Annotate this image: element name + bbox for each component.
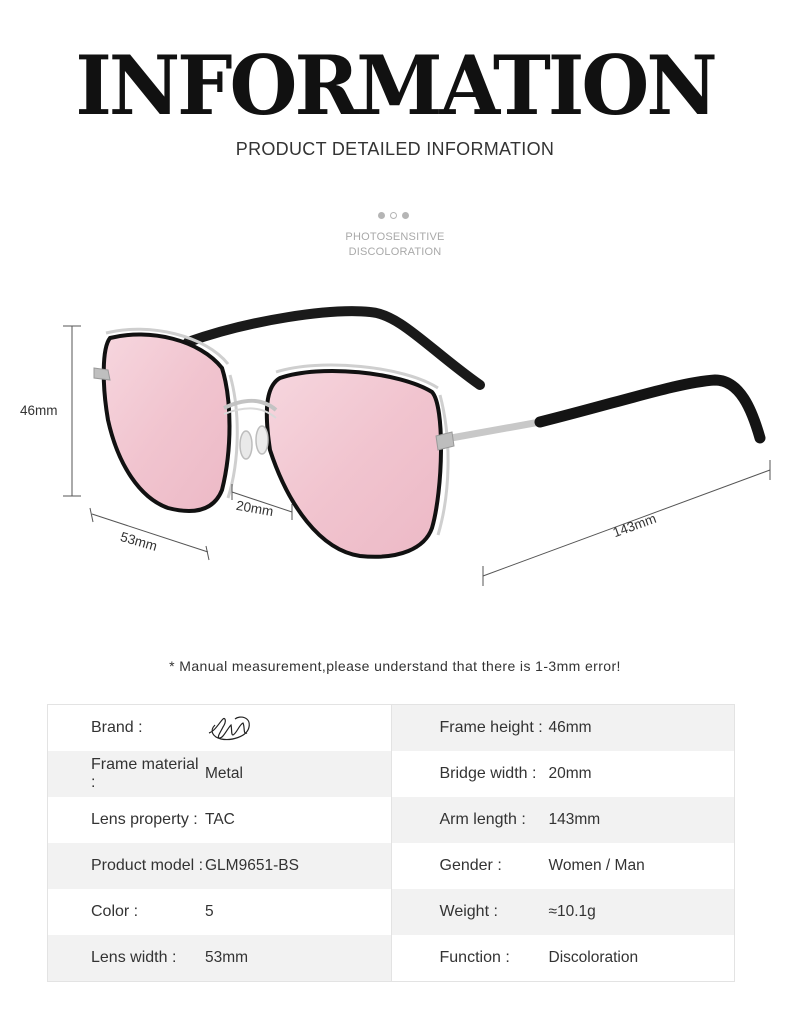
spec-label: Color : xyxy=(91,903,139,920)
spec-cell xyxy=(48,843,391,889)
spec-label: Weight : xyxy=(439,903,498,920)
hinge xyxy=(94,368,110,380)
brand-signature-icon xyxy=(205,713,255,743)
height-label: 46mm xyxy=(20,403,58,418)
feature-badge xyxy=(0,230,790,260)
spec-label: Product model : xyxy=(91,857,204,874)
spec-value: 5 xyxy=(205,903,214,920)
spec-value: 20mm xyxy=(548,765,592,782)
badge-line: DISCOLORATION xyxy=(348,246,442,258)
spec-cell xyxy=(391,705,735,751)
spec-cell xyxy=(48,797,391,843)
spec-value: Discoloration xyxy=(548,949,639,966)
page-title: INFORMATION xyxy=(75,39,715,134)
bridge-label: 20mm xyxy=(234,497,275,520)
table-row xyxy=(48,889,734,935)
badge-line: PHOTOSENSITIVE xyxy=(345,231,445,243)
brand-logo xyxy=(205,705,255,751)
spec-cell xyxy=(48,751,391,797)
spec-cell xyxy=(48,889,391,935)
arm-length-label: 143mm xyxy=(610,510,659,541)
spec-value: GLM9651-BS xyxy=(205,857,299,874)
spec-cell xyxy=(391,751,735,797)
dot-indicator xyxy=(378,212,385,219)
spec-cell xyxy=(391,797,735,843)
spec-table xyxy=(47,704,735,982)
glasses-illustration xyxy=(0,290,790,610)
spec-cell xyxy=(48,935,391,981)
lens-width-label: 53mm xyxy=(118,529,159,554)
spec-value: ≈10.1g xyxy=(548,903,596,920)
spec-cell xyxy=(391,935,735,981)
table-row xyxy=(48,705,734,751)
table-row xyxy=(48,843,734,889)
spec-cell xyxy=(48,705,391,751)
spec-label: Brand : xyxy=(91,719,143,736)
spec-value: 46mm xyxy=(548,719,592,736)
spec-label: Function : xyxy=(439,949,510,966)
dot-indicator xyxy=(390,212,397,219)
spec-cell xyxy=(391,843,735,889)
spec-label: Arm length : xyxy=(439,811,526,828)
left-lens xyxy=(104,335,230,511)
dot-indicator xyxy=(402,212,409,219)
table-row xyxy=(48,797,734,843)
spec-label: Frame height : xyxy=(439,719,543,736)
spec-label: Lens property : xyxy=(91,811,198,828)
nose-pad xyxy=(240,431,252,459)
table-row xyxy=(48,935,734,981)
spec-value: TAC xyxy=(205,811,235,828)
spec-value: Women / Man xyxy=(548,857,645,874)
spec-value: 53mm xyxy=(205,949,249,966)
nose-pad xyxy=(256,426,268,454)
table-row xyxy=(48,751,734,797)
spec-value: 143mm xyxy=(548,811,601,828)
height-dimension xyxy=(63,326,81,496)
carousel-dots xyxy=(378,212,409,219)
right-lens xyxy=(267,371,441,557)
spec-label: Gender : xyxy=(439,857,502,874)
temple-arm-front xyxy=(440,422,540,440)
spec-cell xyxy=(391,889,735,935)
page-subtitle: PRODUCT DETAILED INFORMATION xyxy=(235,139,555,159)
spec-value: Metal xyxy=(205,765,243,782)
spec-label: Frame material : xyxy=(91,756,199,791)
spec-label: Bridge width : xyxy=(439,765,537,782)
measurement-note: * Manual measurement,please understand that there is 1-3mm error! xyxy=(169,658,621,674)
spec-label: Lens width : xyxy=(91,949,177,966)
